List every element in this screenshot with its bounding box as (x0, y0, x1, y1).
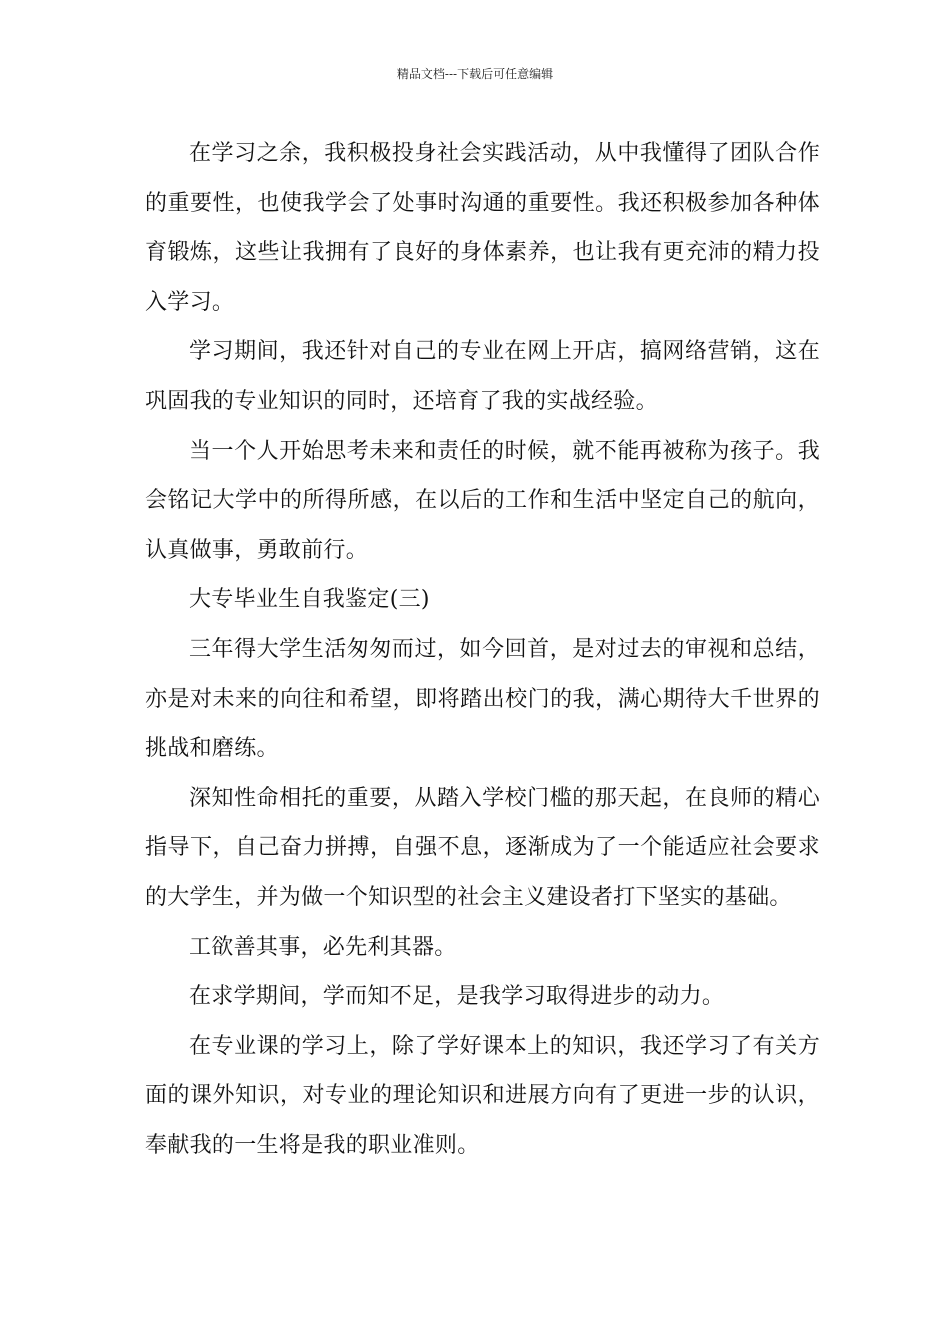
document-body (145, 129, 820, 1170)
paragraph-proverb: 工欲善其事，必先利其器。 (189, 934, 457, 960)
paragraph-foundation: 深知性命相托的重要，从踏入学校门槛的那天起，在良师的精心指导下，自己奋力拼搏，自强不息，逐渐成为了一个能适应社会要求的大学生，并为做一个知识型的社会主义建设者打下坚实的基础。 (145, 785, 820, 910)
section-heading: 大专毕业生自我鉴定(三) (189, 587, 430, 613)
paragraph-online-store: 学习期间，我还针对自己的专业在网上开店，搞网络营销，这在巩固我的专业知识的同时，还培育了我的实战经验。 (145, 339, 820, 414)
paragraph-three-years: 三年得大学生活匆匆而过，如今回首，是对过去的审视和总结，亦是对未来的向往和希望，即将踏出校门的我，满心期待大千世界的挑战和磨练。 (145, 636, 820, 762)
paragraph-responsibility: 当一个人开始思考未来和责任的时候，就不能再被称为孩子。我会铭记大学中的所得所感，在以后的工作和生活中坚定自己的航向，认真做事，勇敢前行。 (145, 438, 820, 563)
paragraph-professional-study: 在专业课的学习上，除了学好课本上的知识，我还学习了有关方面的课外知识，对专业的理论知识和进展方向有了更进一步的认识，奉献我的一生将是我的职业准则。 (145, 1033, 820, 1158)
paragraph-motivation: 在求学期间，学而知不足，是我学习取得进步的动力。 (189, 984, 725, 1010)
paragraph-social-practice: 在学习之余，我积极投身社会实践活动，从中我懂得了团队合作的重要性，也使我学会了处事时沟通的重要性。我还积极参加各种体育锻炼，这些让我拥有了良好的身体素养，也让我有更充沛的精力投入学习。 (145, 141, 820, 315)
page-header: 精品文档---下载后可任意编辑 (396, 67, 554, 81)
